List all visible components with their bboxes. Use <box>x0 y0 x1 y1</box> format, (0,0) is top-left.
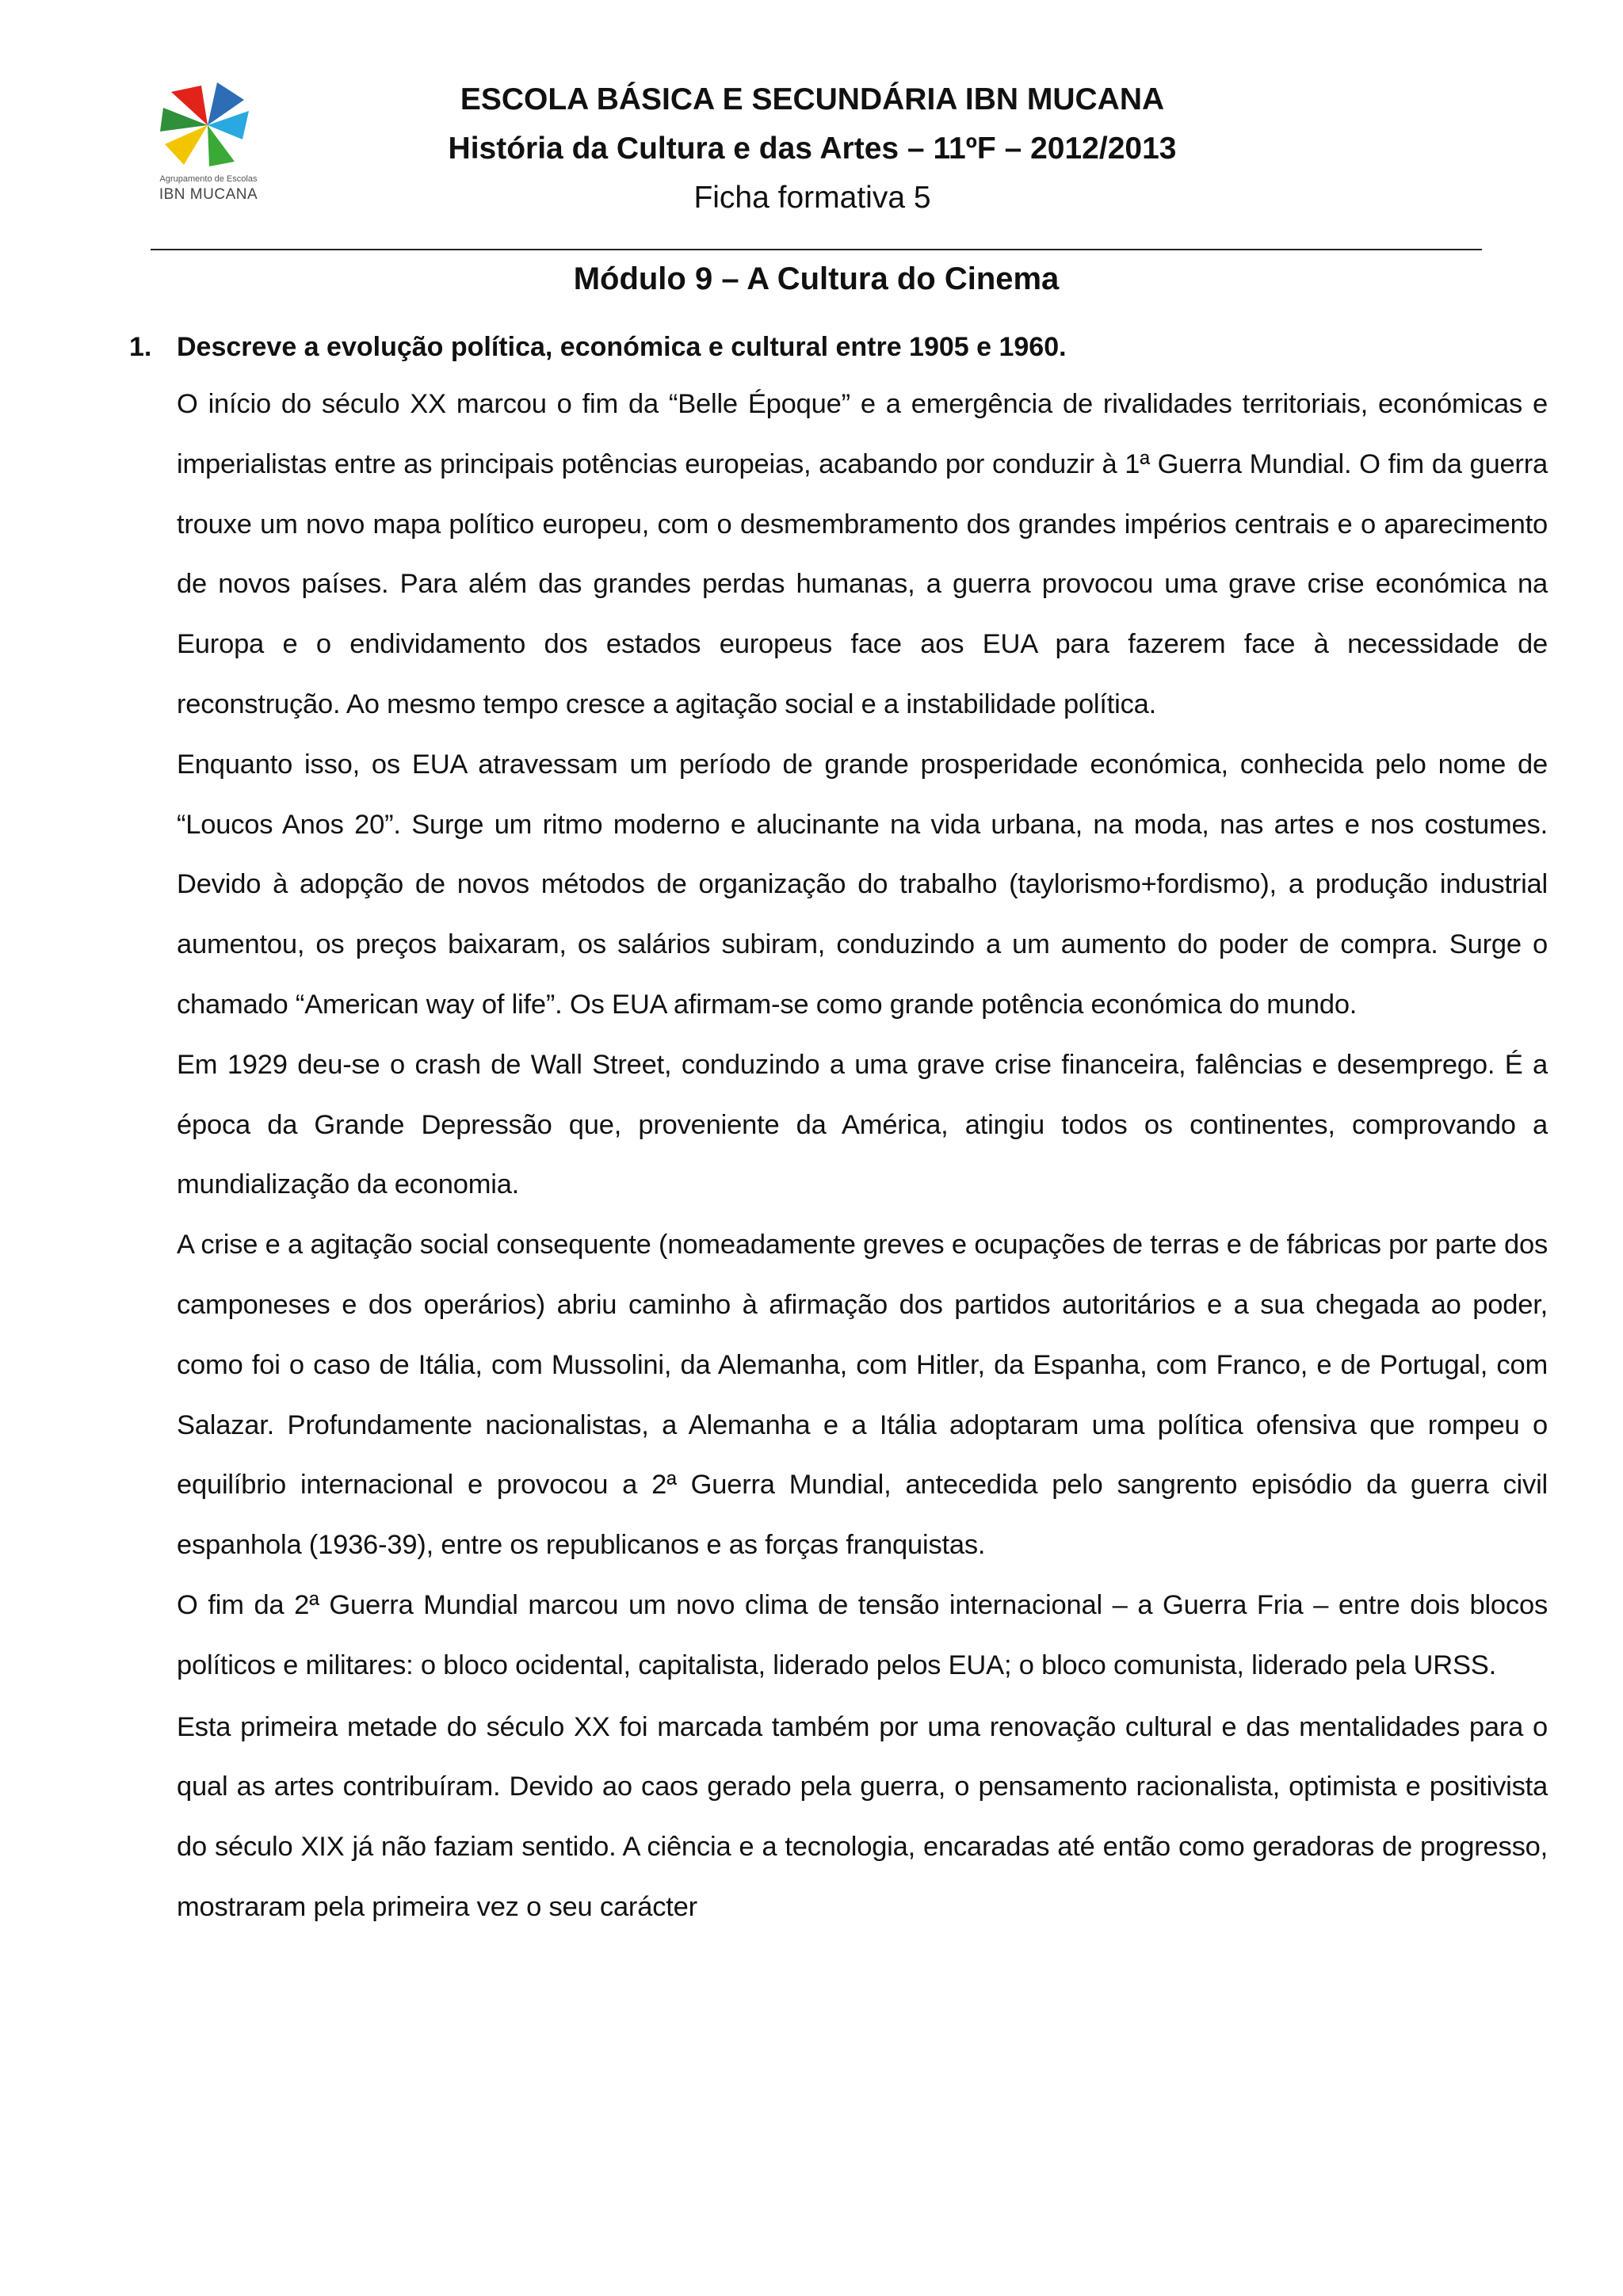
answer-body <box>177 375 1548 1938</box>
answer-paragraph-2: Enquanto isso, os EUA atravessam um período de grande prosperidade económica, conhecida pelo nome de “Loucos Anos 20”. Surge um ritmo moderno e alucinante na vida urbana, na moda, nas artes e nos costumes. Devido à adopção de novos métodos de organização do trabalho (taylorismo+fordismo), a produção industrial aumentou, os preços baixaram, os salários subiram, conduzindo a um aumento do poder de compra. Surge o chamado “American way of life”. Os EUA afirmam-se como grande potência económica do mundo. <box>177 749 1548 1020</box>
question-number: 1. <box>129 332 152 362</box>
answer-paragraph-4: A crise e a agitação social consequente (nomeadamente greves e ocupações de terras e de fábricas por parte dos camponeses e dos operários) abriu caminho à afirmação dos partidos autoritários e a sua chegada ao poder, como foi o caso de Itália, com Mussolini, da Alemanha, com Hitler, da Espanha, com Franco, e de Portugal, com Salazar. Profundamente nacionalistas, a Alemanha e a Itália adoptaram uma política ofensiva que rompeu o equilíbrio internacional e provocou a 2ª Guerra Mundial, antecedida pelo sangrento episódio da guerra civil espanhola (1936-39), entre os republicanos e as forças franquistas. <box>177 1230 1548 1561</box>
pinwheel-logo-icon <box>155 76 258 171</box>
school-logo <box>149 76 268 211</box>
school-name: ESCOLA BÁSICA E SECUNDÁRIA IBN MUCANA <box>460 82 1165 116</box>
logo-caption-name: IBN MUCANA <box>158 186 258 203</box>
question-text: Descreve a evolução política, económica e cultural entre 1905 e 1960. <box>177 332 1067 362</box>
logo-caption-small: Agrupamento de Escolas <box>159 174 258 184</box>
question-1 <box>129 321 1067 373</box>
document-header <box>285 75 1339 223</box>
answer-paragraph-5: O fim da 2ª Guerra Mundial marcou um novo clima de tensão internacional – a Guerra Fria – entre dois blocos políticos e militares: o bloco ocidental, capitalista, liderado pelos EUA; o bloco comunista, liderado pela URSS. <box>177 1589 1548 1680</box>
sheet-title: Ficha formativa 5 <box>693 181 931 215</box>
answer-paragraph-1: O início do século XX marcou o fim da “Belle Époque” e a emergência de rivalidades territoriais, económicas e imperialistas entre as principais potências europeias, acabando por conduzir à 1ª Guerra Mundial. O fim da guerra trouxe um novo mapa político europeu, com o desmembramento dos grandes impérios centrais e o aparecimento de novos países. Para além das grandes perdas humanas, a guerra provocou uma grave crise económica na Europa e o endividamento dos estados europeus face aos EUA para fazerem face à necessidade de reconstrução. Ao mesmo tempo cresce a agitação social e a instabilidade política. <box>177 389 1548 719</box>
header-divider <box>151 249 1482 250</box>
module-title: Módulo 9 – A Cultura do Cinema <box>573 261 1060 296</box>
answer-paragraph-6: Esta primeira metade do século XX foi marcada também por uma renovação cultural e das mentalidades para o qual as artes contribuíram. Devido ao caos gerado pela guerra, o pensamento racionalista, optimista e positivista do século XIX já não faziam sentido. A ciência e a tecnologia, encaradas até então como geradoras de progresso, mostraram pela primeira vez o seu carácter <box>177 1711 1548 1922</box>
course-line: História da Cultura e das Artes – 11ºF – 2012/2013 <box>448 132 1177 166</box>
answer-paragraph-3: Em 1929 deu-se o crash de Wall Street, conduzindo a uma grave crise financeira, falências e desemprego. É a época da Grande Depressão que, proveniente da América, atingiu todos os continentes, comprovando a mundialização da economia. <box>177 1049 1548 1200</box>
